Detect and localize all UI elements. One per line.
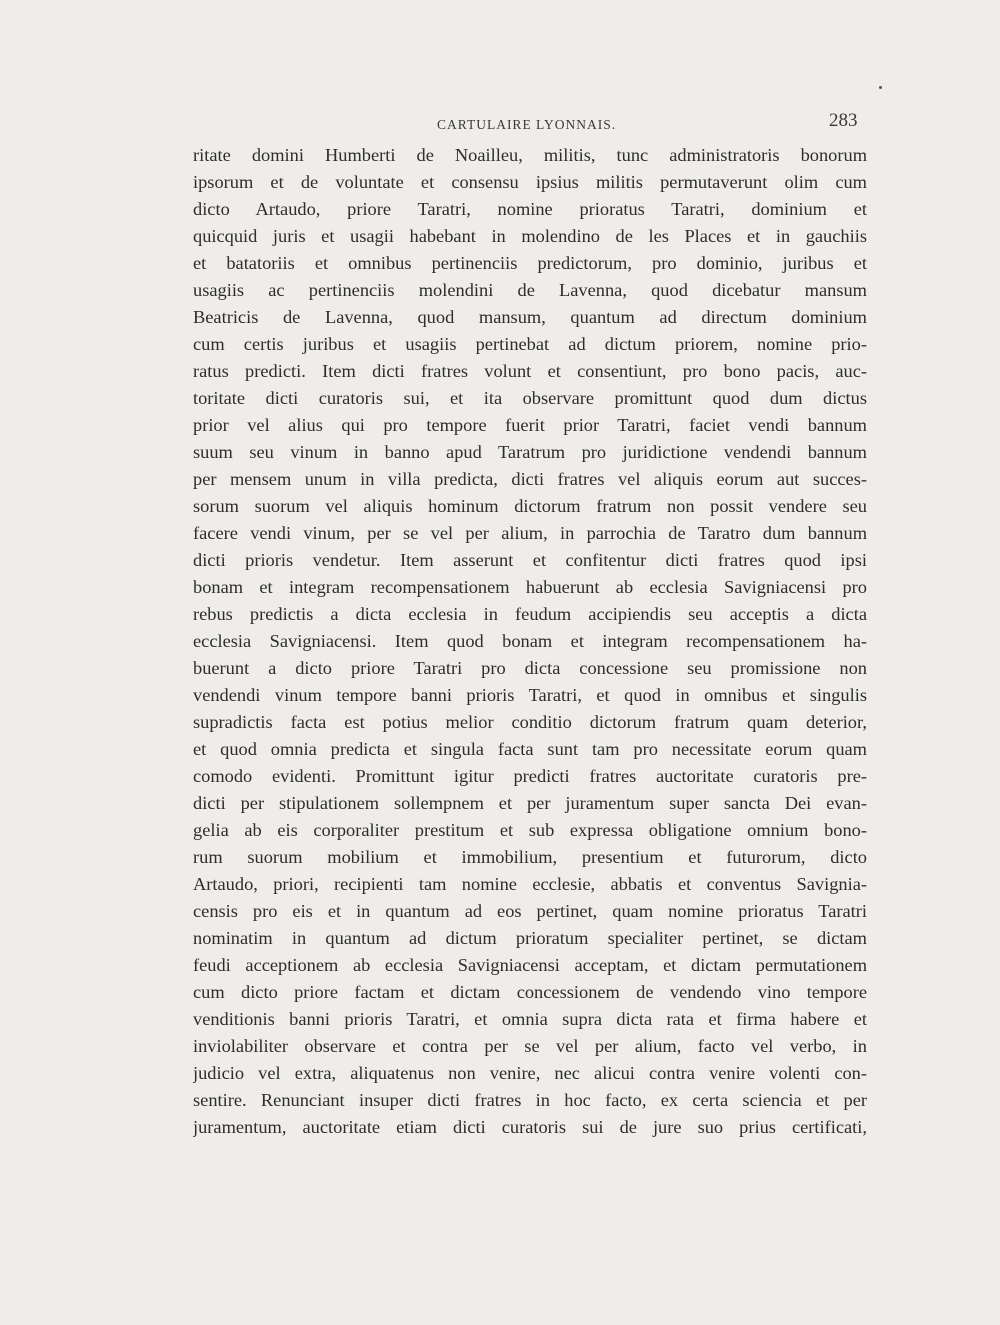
running-title: CARTULAIRE LYONNAIS. bbox=[437, 117, 617, 132]
text-line: censis pro eis et in quantum ad eos pertinet, quam nomine prioratus Taratri bbox=[193, 901, 867, 921]
text-line: et quod omnia predicta et singula facta sunt tam pro necessitate eorum quam bbox=[193, 739, 867, 759]
text-line: sorum suorum vel aliquis hominum dictorum fratrum non possit vendere seu bbox=[193, 496, 867, 516]
text-line: prior vel alius qui pro tempore fuerit prior Taratri, faciet vendi bannum bbox=[193, 415, 867, 435]
text-line: cum certis juribus et usagiis pertinebat ad dictum priorem, nomine prio- bbox=[193, 334, 867, 354]
text-line: buerunt a dicto priore Taratri pro dicta concessione seu promissione non bbox=[193, 658, 867, 678]
text-line: usagiis ac pertinenciis molendini de Lavenna, quod dicebatur mansum bbox=[193, 280, 867, 300]
text-line: vendendi vinum tempore banni prioris Taratri, et quod in omnibus et singulis bbox=[193, 685, 867, 705]
text-line: toritate dicti curatoris sui, et ita observare promittunt quod dum dictus bbox=[193, 388, 867, 408]
text-line: Beatricis de Lavenna, quod mansum, quantum ad directum dominium bbox=[193, 307, 867, 327]
ink-speck bbox=[879, 86, 882, 89]
text-line: ecclesia Savigniacensi. Item quod bonam et integram recompensationem ha- bbox=[193, 631, 867, 651]
text-line: nominatim in quantum ad dictum prioratum specialiter pertinet, se dictam bbox=[193, 928, 867, 948]
text-line: dicto Artaudo, priore Taratri, nomine prioratus Taratri, dominium et bbox=[193, 199, 867, 219]
text-line: suum seu vinum in banno apud Taratrum pro juridictione vendendi bannum bbox=[193, 442, 867, 462]
text-line: comodo evidenti. Promittunt igitur predicti fratres auctoritate curatoris pre- bbox=[193, 766, 867, 786]
text-line: quicquid juris et usagii habebant in molendino de les Places et in gauchiis bbox=[193, 226, 867, 246]
text-line: feudi acceptionem ab ecclesia Savigniacensi acceptam, et dictam permutationem bbox=[193, 955, 867, 975]
text-line: judicio vel extra, aliquatenus non venire, nec alicui contra venire volenti con- bbox=[193, 1063, 867, 1083]
text-line: ratus predicti. Item dicti fratres volunt et consentiunt, pro bono pacis, auc- bbox=[193, 361, 867, 381]
text-line: sentire. Renunciant insuper dicti fratres in hoc facto, ex certa sciencia et per bbox=[193, 1090, 867, 1110]
text-line: juramentum, auctoritate etiam dicti curatoris sui de jure suo prius certificati, bbox=[193, 1117, 867, 1137]
text-line: inviolabiliter observare et contra per se vel per alium, facto vel verbo, in bbox=[193, 1036, 867, 1056]
body-text bbox=[193, 142, 867, 1141]
text-line: gelia ab eis corporaliter prestitum et sub expressa obligatione omnium bono- bbox=[193, 820, 867, 840]
text-line: Artaudo, priori, recipienti tam nomine ecclesie, abbatis et conventus Savignia- bbox=[193, 874, 867, 894]
page-number: 283 bbox=[829, 110, 858, 131]
text-line: cum dicto priore factam et dictam concessionem de vendendo vino tempore bbox=[193, 982, 867, 1002]
text-line: supradictis facta est potius melior conditio dictorum fratrum quam deterior, bbox=[193, 712, 867, 732]
text-line: et batatoriis et omnibus pertinenciis predictorum, pro dominio, juribus et bbox=[193, 253, 867, 273]
text-line: per mensem unum in villa predicta, dicti fratres vel aliquis eorum aut succes- bbox=[193, 469, 867, 489]
text-line: ritate domini Humberti de Noailleu, militis, tunc administratoris bonorum bbox=[193, 145, 867, 165]
text-line: bonam et integram recompensationem habuerunt ab ecclesia Savigniacensi pro bbox=[193, 577, 867, 597]
text-line: dicti prioris vendetur. Item asserunt et confitentur dicti fratres quod ipsi bbox=[193, 550, 867, 570]
text-line: rebus predictis a dicta ecclesia in feudum accipiendis seu acceptis a dicta bbox=[193, 604, 867, 624]
text-line: dicti per stipulationem sollempnem et per juramentum super sancta Dei evan- bbox=[193, 793, 867, 813]
text-line: facere vendi vinum, per se vel per alium, in parrochia de Taratro dum bannum bbox=[193, 523, 867, 543]
text-line: ipsorum et de voluntate et consensu ipsius militis permutaverunt olim cum bbox=[193, 172, 867, 192]
text-line: rum suorum mobilium et immobilium, presentium et futurorum, dicto bbox=[193, 847, 867, 867]
text-line: venditionis banni prioris Taratri, et omnia supra dicta rata et firma habere et bbox=[193, 1009, 867, 1029]
